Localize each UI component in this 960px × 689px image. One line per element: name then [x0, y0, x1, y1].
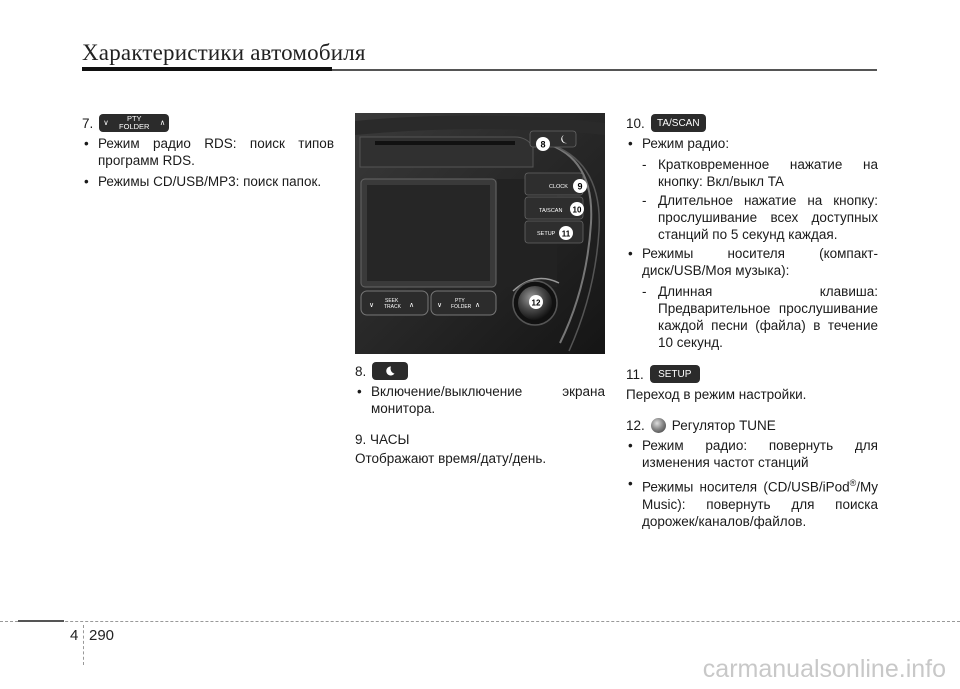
radio-mode-bullet: • Режим радио: — [626, 135, 878, 152]
chevron-up-icon: ∧ — [159, 118, 166, 127]
radio-mode-dash: - Длительное нажатие на кнопку: прослушивание всех доступных станций по 5 секунд каждая. — [642, 193, 878, 242]
item-11-text: Переход в режим настройки. — [626, 387, 807, 402]
section-number: 4 — [70, 627, 79, 644]
item-12-number: 12. — [626, 418, 645, 433]
item-8-number: 8. — [355, 363, 367, 379]
item-10-heading — [626, 114, 878, 132]
column-left — [82, 114, 334, 194]
head-unit-photo — [355, 113, 605, 354]
item-12-heading — [626, 417, 878, 434]
item-8-bullet: • Включение/выключение экрана монитора. — [355, 383, 605, 417]
item-11-number: 11. — [626, 366, 644, 382]
item-7-bullet: • Режим радио RDS: поиск типов программ RDS. — [82, 135, 334, 169]
photo-folder-label: FOLDER — [451, 304, 472, 310]
media-mode-dash: - Длинная клавиша: Предварительное прослушивание каждой песни (файла) в течение 10 секунд. — [642, 284, 878, 350]
item-9-title: 9. ЧАСЫ — [355, 432, 410, 447]
media-mode-bullet: • Режимы носителя (компакт-диск/USB/Моя музыка): — [626, 245, 878, 279]
tascan-label: TA/SCAN — [539, 208, 563, 214]
callout-10: 10 — [572, 205, 582, 215]
footer-divider — [83, 625, 84, 665]
callout-11: 11 — [561, 229, 571, 239]
page-number: 290 — [89, 627, 115, 644]
head-unit-illustration — [355, 113, 605, 354]
item-10-number: 10. — [626, 115, 645, 131]
setup-label: SETUP — [537, 231, 556, 237]
svg-text:∨: ∨ — [437, 302, 443, 309]
callout-12: 12 — [531, 298, 541, 308]
item-12-bullet: • Режим радио: повернуть для изменения частот станций — [626, 437, 878, 471]
track-label: TRACK — [384, 304, 401, 310]
seek-label: SEEK — [385, 298, 399, 304]
item-12-bullet: • Режимы носителя (CD/USB/iPod®/My Music): повернуть для поиска дорожек/каналов/файлов. — [626, 475, 878, 530]
pty-folder-key — [99, 114, 169, 132]
item-9-text: Отображают время/дату/день. — [355, 451, 547, 466]
screen-off-key — [372, 362, 408, 380]
svg-text:∧: ∧ — [409, 302, 415, 309]
item-11-heading — [626, 365, 878, 383]
tune-knob-icon — [651, 418, 666, 433]
item-7-heading — [82, 114, 334, 132]
page-header-title: Характеристики автомобиля — [82, 40, 366, 65]
item-8-heading — [355, 362, 605, 380]
clock-label: CLOCK — [549, 184, 568, 190]
tascan-key: TA/SCAN — [651, 114, 706, 132]
radio-mode-dash: - Кратковременное нажатие на кнопку: Вкл/выкл TA — [642, 157, 878, 189]
footer-rule — [0, 621, 960, 622]
item-7-number: 7. — [82, 115, 94, 131]
header-rule-thick — [82, 67, 332, 71]
header-rule-thin — [332, 69, 877, 71]
footer-accent — [18, 620, 64, 622]
pty-key-top-label: PTY — [126, 114, 142, 123]
photo-pty-label: PTY — [455, 298, 465, 304]
pty-key-bottom-label: FOLDER — [119, 122, 150, 131]
callout-9: 9 — [577, 181, 583, 192]
svg-text:∨: ∨ — [369, 302, 375, 309]
item-7-bullet: • Режимы CD/USB/MP3: поиск папок. — [82, 173, 334, 190]
setup-key: SETUP — [650, 365, 700, 383]
column-right — [626, 114, 878, 534]
watermark: carmanualsonline.info — [702, 655, 946, 683]
svg-text:∧: ∧ — [475, 302, 481, 309]
moon-icon — [384, 365, 396, 377]
chevron-down-icon: ∨ — [103, 118, 109, 127]
callout-8: 8 — [540, 139, 546, 150]
item-12-label: Регулятор TUNE — [671, 418, 776, 433]
column-middle — [355, 362, 605, 469]
